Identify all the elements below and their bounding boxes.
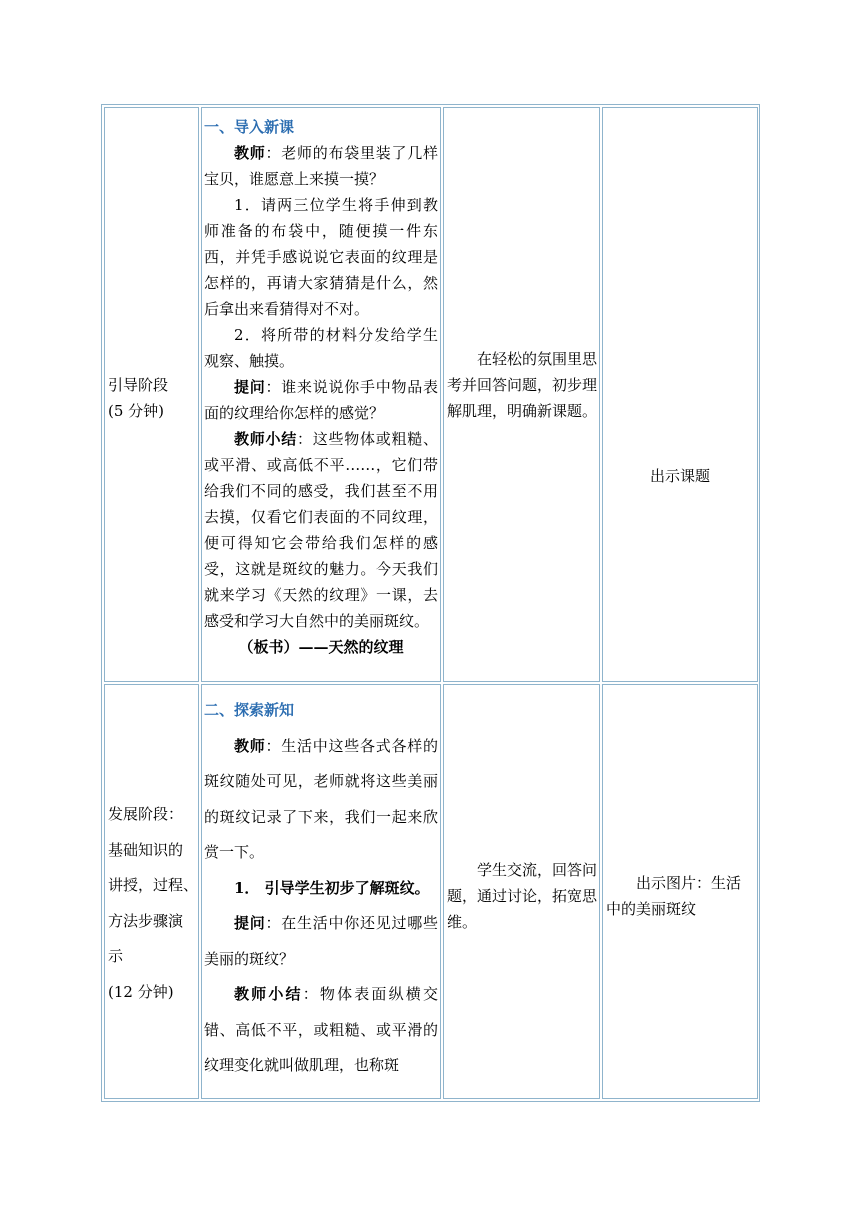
stage-duration: (5 分钟)	[108, 402, 165, 420]
stage-line: 发展阶段：	[108, 805, 184, 823]
media-cell-develop	[602, 684, 758, 1099]
summary-text: ：物体表面纵横交错、高低不平，或粗糙、或平滑的纹理变化就叫做肌理，也称斑	[204, 985, 438, 1074]
summary-paragraph	[204, 426, 438, 634]
question-label: 提问	[234, 914, 266, 932]
teacher-text: ：生活中这些各式各样的斑纹随处可见，老师就将这些美丽的斑纹记录了下来，我们一起来欣赏一下。	[204, 736, 438, 861]
lesson-plan-table	[101, 104, 760, 1102]
question-text: ：在生活中你还见过哪些美丽的斑纹？	[204, 914, 438, 968]
step-1: 1．请两三位学生将手伸到教师准备的布袋中，随便摸一件东西，并凭手感说说它表面的纹理是怎样的，再请大家猜猜是什么，然后拿出来看猜得对不对。	[204, 196, 438, 318]
section-heading: 二、探索新知	[204, 701, 295, 719]
section-heading: 一、导入新课	[204, 118, 295, 136]
media-note: 出示图片：生活中的美丽斑纹	[606, 874, 742, 918]
stage-duration: (12 分钟)	[108, 982, 174, 1001]
step-1: 1． 引导学生初步了解斑纹。	[234, 878, 430, 897]
teacher-label: 教师	[234, 736, 266, 755]
student-activity: 在轻松的氛围里思考并回答问题，初步理解肌理，明确新课题。	[447, 350, 598, 420]
stage-cell-develop	[104, 684, 199, 1099]
stage-line: 讲授，过程、	[108, 876, 199, 894]
teacher-text: ：老师的布袋里装了几样宝贝，谁愿意上来摸一摸？	[204, 144, 438, 188]
student-cell-develop	[443, 684, 600, 1099]
student-activity: 学生交流，回答问题，通过讨论，拓宽思维。	[447, 861, 598, 931]
summary-label: 教师小结	[234, 985, 303, 1003]
stage-name: 引导阶段	[108, 376, 169, 394]
step-2: 2．将所带的材料分发给学生观察、触摸。	[204, 326, 438, 370]
content-cell-develop	[201, 684, 441, 1099]
summary-label: 教师小结	[234, 430, 297, 448]
media-cell-intro	[602, 107, 758, 682]
question-paragraph	[204, 906, 438, 977]
summary-text: ：这些物体或粗糙、或平滑、或高低不平……，它们带给我们不同的感受，我们甚至不用去摸，仅看它们表面的不同纹理，便可得知它会带给我们怎样的感受，这就是斑纹的魅力。今天我们就来学习《天然的纹理》一课，去感受和学习大自然中的美丽斑纹。	[204, 430, 438, 630]
content-cell-intro	[201, 107, 441, 682]
teacher-paragraph	[204, 140, 438, 192]
media-note: 出示课题	[649, 467, 710, 485]
stage-line: 方法步骤演	[108, 911, 184, 930]
question-label: 提问	[234, 378, 266, 396]
stage-line: 示	[108, 947, 124, 965]
question-text: ：谁来说说你手中物品表面的纹理给你怎样的感觉？	[204, 378, 438, 422]
teacher-label: 教师	[234, 144, 266, 162]
student-cell-intro	[443, 107, 600, 682]
teacher-paragraph	[204, 729, 438, 871]
stage-cell-intro	[104, 107, 199, 682]
board-title: （板书）——天然的纹理	[238, 638, 404, 656]
question-paragraph	[204, 374, 438, 426]
stage-line: 基础知识的	[108, 840, 184, 859]
summary-paragraph	[204, 977, 438, 1084]
